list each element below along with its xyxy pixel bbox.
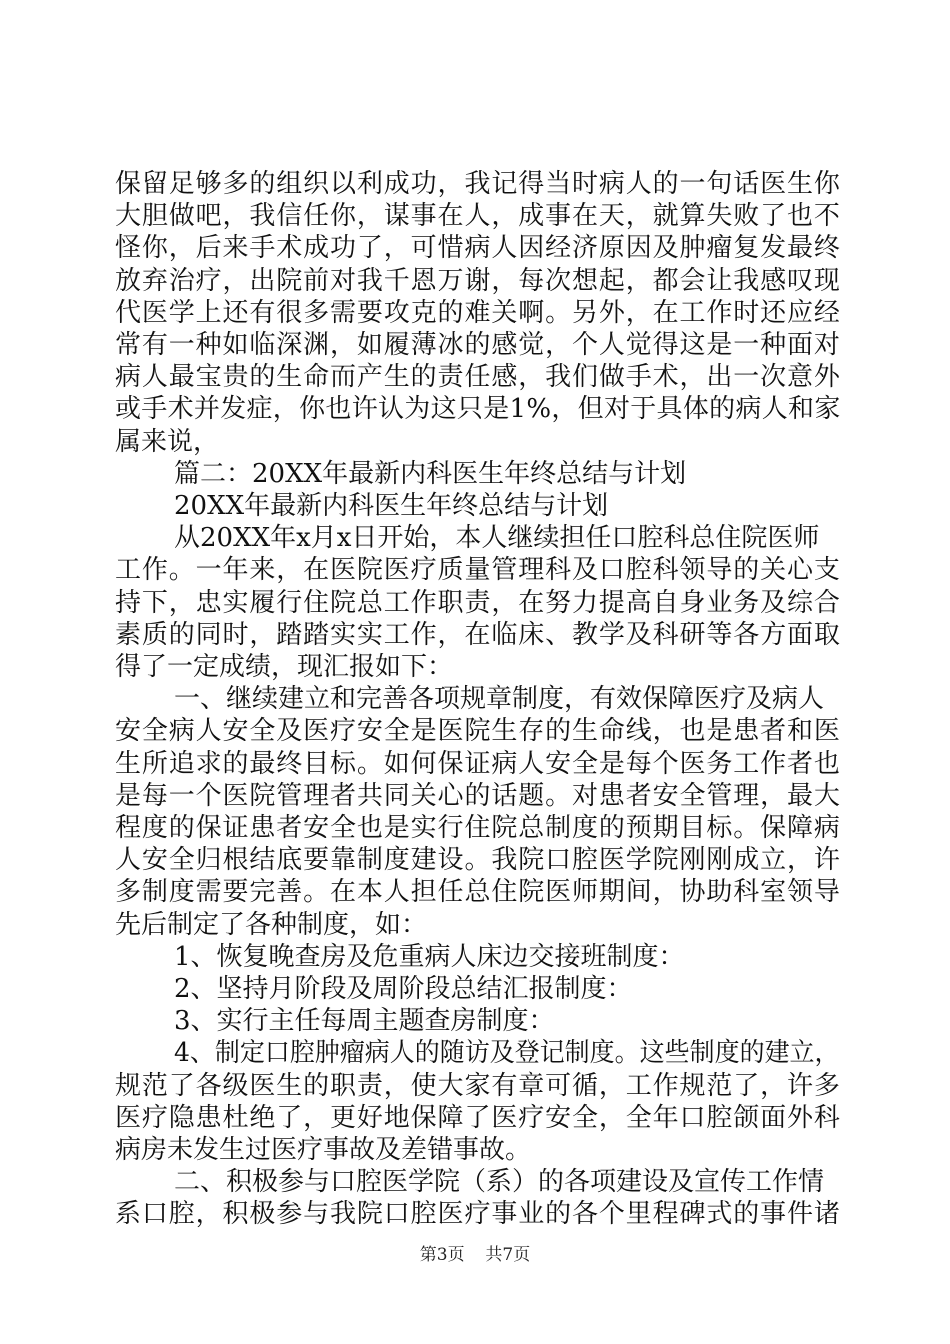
document-title: 20XX年最新内科医生年终总结与计划 bbox=[174, 491, 609, 521]
text-line: 代医学上还有很多需要攻克的难关啊。另外，在工作时还应经 bbox=[115, 297, 841, 328]
text-line: 工作。一年来，在医院医疗质量管理科及口腔科领导的关心支 bbox=[115, 555, 841, 586]
text-line: 得了一定成绩，现汇报如下： bbox=[115, 652, 454, 682]
list-item: 4、制定口腔肿瘤病人的随访及登记制度。这些制度的建立， bbox=[174, 1038, 840, 1069]
page-total: 共7页 bbox=[485, 1245, 531, 1265]
text-line: 持下，忠实履行住院总工作职责，在努力提高自身业务及综合 bbox=[115, 587, 841, 618]
list-item: 2、坚持月阶段及周阶段总结汇报制度： bbox=[174, 974, 633, 1004]
text-line: 医疗隐患杜绝了，更好地保障了医疗安全，全年口腔颌面外科 bbox=[115, 1102, 841, 1133]
text-line: 属来说， bbox=[115, 426, 220, 457]
text-line: 素质的同时，踏踏实实工作，在临床、教学及科研等各方面取 bbox=[115, 619, 841, 650]
list-item: 3、实行主任每周主题查房制度： bbox=[174, 1006, 555, 1037]
text-line: 病人最宝贵的生命而产生的责任感，我们做手术，出一次意外 bbox=[115, 362, 841, 393]
text-line: 大胆做吧，我信任你，谋事在人，成事在天，就算失败了也不 bbox=[115, 201, 841, 232]
text-line: 人安全归根结底要靠制度建设。我院口腔医学院刚刚成立，许 bbox=[115, 845, 841, 876]
text-line: 常有一种如临深渊，如履薄冰的感觉，个人觉得这是一种面对 bbox=[115, 330, 841, 360]
list-item: 1、恢复晚查房及危重病人床边交接班制度： bbox=[174, 941, 685, 972]
page-number: 第3页 bbox=[419, 1245, 465, 1265]
text-line: 保留足够多的组织以利成功，我记得当时病人的一句话医生你 bbox=[115, 169, 841, 199]
paragraph-start: 二、积极参与口腔医学院（系）的各项建设及宣传工作情 bbox=[174, 1167, 825, 1198]
text-line: 病房未发生过医疗事故及差错事故。 bbox=[115, 1135, 532, 1165]
paragraph-start: 一、继续建立和完善各项规章制度，有效保障医疗及病人 bbox=[174, 684, 825, 715]
text-line: 系口腔，积极参与我院口腔医疗事业的各个里程碑式的事件诸 bbox=[115, 1199, 841, 1230]
section-heading: 篇二：20XX年最新内科医生年终总结与计划 bbox=[174, 458, 687, 489]
text-line: 放弃治疗，出院前对我千恩万谢，每次想起，都会让我感叹现 bbox=[115, 265, 841, 296]
text-line: 规范了各级医生的职责，使大家有章可循，工作规范了，许多 bbox=[115, 1070, 841, 1101]
text-line: 生所追求的最终目标。如何保证病人安全是每个医务工作者也 bbox=[115, 748, 841, 779]
page-footer bbox=[0, 1244, 950, 1266]
text-line: 或手术并发症，你也许认为这只是1%，但对于具体的病人和家 bbox=[115, 394, 841, 425]
text-line: 先后制定了各种制度，如： bbox=[115, 909, 428, 940]
text-line: 多制度需要完善。在本人担任总住院医师期间，协助科室领导 bbox=[115, 877, 841, 908]
text-line: 怪你，后来手术成功了，可惜病人因经济原因及肿瘤复发最终 bbox=[115, 233, 841, 264]
text-line: 程度的保证患者安全也是实行住院总制度的预期目标。保障病 bbox=[115, 813, 841, 843]
text-line: 是每一个医院管理者共同关心的话题。对患者安全管理，最大 bbox=[115, 780, 841, 811]
text-line: 安全病人安全及医疗安全是医院生存的生命线，也是患者和医 bbox=[115, 716, 841, 747]
paragraph-start: 从20XX年x月x日开始，本人继续担任口腔科总住院医师 bbox=[174, 523, 820, 554]
